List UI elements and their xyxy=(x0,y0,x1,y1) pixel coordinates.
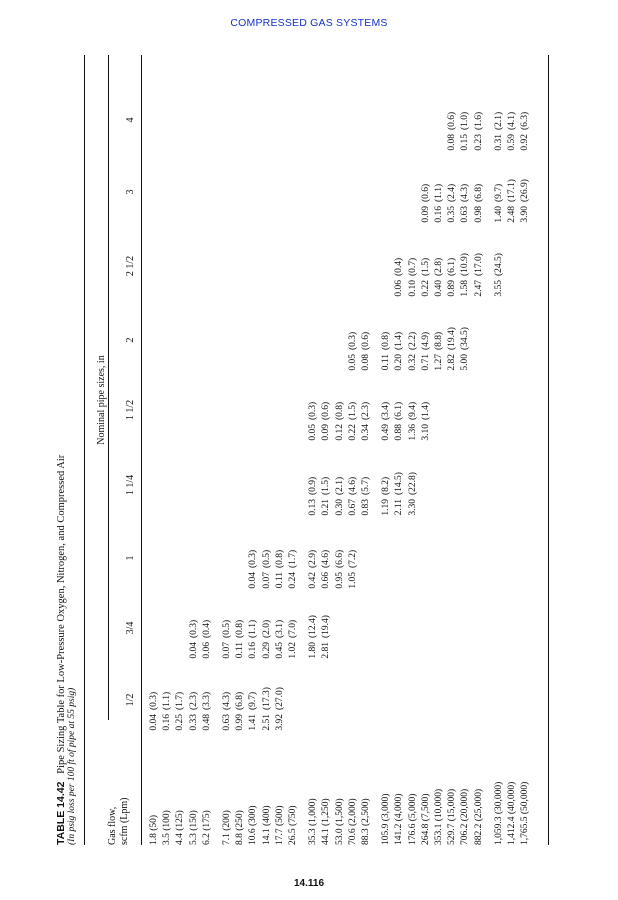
gas-flow-value: 882.2 (25,000) xyxy=(473,788,484,845)
pressure-loss-kpa: (4.9) xyxy=(420,331,431,350)
table-row xyxy=(202,55,213,845)
table-row xyxy=(175,55,186,845)
pressure-loss-psig: 0.24 xyxy=(288,572,298,589)
pressure-loss-kpa: (1.1) xyxy=(162,691,173,710)
column-header: 2 xyxy=(125,337,136,343)
pressure-loss-psig: 0.16 xyxy=(434,206,444,223)
nominal-pipe-sizes-header: Nominal pipe sizes, in xyxy=(96,355,107,445)
pressure-loss-psig: 1.36 xyxy=(407,424,418,441)
column-header: 1 1/2 xyxy=(125,399,136,421)
pressure-loss-kpa: (4.6) xyxy=(321,549,332,568)
gas-flow-value: 264.8 (7,500) xyxy=(420,793,431,845)
pressure-loss-kpa: (1.5) xyxy=(347,401,358,420)
pressure-loss-psig: 0.59 xyxy=(507,134,517,151)
pressure-loss-kpa: (6.3) xyxy=(520,111,531,130)
pressure-loss-psig: 1.40 xyxy=(493,206,504,223)
table-row xyxy=(288,55,299,845)
pressure-loss-psig: 0.11 xyxy=(274,572,285,589)
column-header: 1 1/4 xyxy=(125,474,136,496)
pressure-loss-psig: 2.81 xyxy=(321,642,332,659)
pressure-loss-kpa: (1.4) xyxy=(394,331,405,350)
header-bottom-rule xyxy=(141,55,142,845)
gas-flow-value: 53.0 (1,500) xyxy=(334,798,345,845)
pressure-loss-psig: 0.63 xyxy=(460,206,471,223)
table-row xyxy=(394,55,405,845)
gas-flow-value: 706.2 (20,000) xyxy=(460,788,471,845)
pressure-loss-kpa: (5.7) xyxy=(361,476,371,495)
pressure-loss-psig: 3.30 xyxy=(407,499,418,516)
pressure-loss-psig: 0.98 xyxy=(473,206,484,223)
pressure-loss-psig: 0.11 xyxy=(381,354,392,371)
pressure-loss-kpa: (19.4) xyxy=(447,327,458,350)
column-header: 3/4 xyxy=(125,621,136,635)
pressure-loss-kpa: (4.3) xyxy=(460,183,471,202)
pressure-loss-psig: 3.55 xyxy=(493,280,504,297)
pressure-loss-kpa: (19.4) xyxy=(321,615,332,638)
pressure-loss-psig: 0.23 xyxy=(473,134,484,151)
gas-flow-value: 176.6 (5,000) xyxy=(407,793,418,845)
pressure-loss-kpa: (9.7) xyxy=(493,183,504,202)
pressure-loss-psig: 3.92 xyxy=(274,714,285,731)
pressure-loss-psig: 0.40 xyxy=(434,280,444,297)
pressure-loss-kpa: (2.3) xyxy=(188,691,199,710)
gas-flow-value: 353.1 (10,000) xyxy=(434,788,444,845)
pressure-loss-kpa: (24.5) xyxy=(493,253,504,276)
pressure-loss-kpa: (8.8) xyxy=(434,331,444,350)
pressure-loss-kpa: (2.4) xyxy=(447,183,458,202)
gas-flow-value: 70.6 (2,000) xyxy=(347,798,358,845)
table-number: TABLE 14.42 xyxy=(55,781,67,845)
pressure-loss-psig: 0.33 xyxy=(188,714,199,731)
pressure-loss-psig: 0.09 xyxy=(321,424,332,441)
pressure-loss-kpa: (0.8) xyxy=(334,401,345,420)
column-header: 3 xyxy=(125,189,136,195)
pressure-loss-psig: 0.88 xyxy=(394,424,405,441)
gas-flow-value: 105.9 (3,000) xyxy=(381,793,392,845)
pressure-loss-kpa: (4.6) xyxy=(347,476,358,495)
table-row xyxy=(447,55,458,845)
pressure-loss-kpa: (1.7) xyxy=(175,691,186,710)
pressure-loss-kpa: (0.9) xyxy=(308,476,319,495)
gas-flow-value: 4.4 (125) xyxy=(175,810,186,845)
pressure-loss-kpa: (12.4) xyxy=(308,615,319,638)
gas-flow-value: 88.3 (2,500) xyxy=(361,798,371,845)
table-row xyxy=(507,55,518,845)
pressure-loss-psig: 0.06 xyxy=(394,280,405,297)
table-row xyxy=(162,55,173,845)
pressure-loss-psig: 0.08 xyxy=(447,134,458,151)
pressure-loss-psig: 0.34 xyxy=(361,424,371,441)
pressure-loss-kpa: (0.8) xyxy=(274,549,285,568)
gas-flow-value: 6.2 (175) xyxy=(201,810,212,845)
table-row xyxy=(474,55,485,845)
pressure-loss-kpa: (10.9) xyxy=(460,253,471,276)
pressure-loss-psig: 2.82 xyxy=(447,354,458,371)
pressure-loss-kpa: (1.5) xyxy=(420,257,431,276)
pressure-loss-psig: 0.49 xyxy=(381,424,392,441)
page-number: 14.116 xyxy=(293,878,325,889)
pressure-loss-psig: 2.51 xyxy=(261,714,272,731)
pressure-loss-kpa: (4.3) xyxy=(222,691,232,710)
pressure-loss-kpa: (2.3) xyxy=(361,401,371,420)
pressure-loss-kpa: (3.1) xyxy=(274,619,285,638)
pressure-loss-kpa: (4.1) xyxy=(507,111,517,130)
pressure-loss-psig: 0.16 xyxy=(162,714,173,731)
pressure-loss-kpa: (2.0) xyxy=(261,619,272,638)
gas-flow-value: 1.8 (50) xyxy=(149,814,159,845)
gas-flow-value: 7.1 (200) xyxy=(222,810,232,845)
gas-flow-value: 529.7 (15,000) xyxy=(447,788,458,845)
pressure-loss-psig: 0.67 xyxy=(347,499,358,516)
pressure-loss-psig: 0.04 xyxy=(248,572,259,589)
pressure-loss-psig: 0.11 xyxy=(235,642,246,659)
pressure-loss-psig: 0.15 xyxy=(460,134,471,151)
pressure-loss-psig: 1.58 xyxy=(460,280,471,297)
gas-flow-value: 1,412.4 (40,000) xyxy=(507,781,517,845)
pressure-loss-kpa: (0.6) xyxy=(361,331,371,350)
pressure-loss-psig: 0.63 xyxy=(222,714,232,731)
pressure-loss-psig: 0.05 xyxy=(308,424,319,441)
pressure-loss-psig: 1.19 xyxy=(381,499,392,516)
pressure-loss-kpa: (2.9) xyxy=(308,549,319,568)
pressure-loss-psig: 0.04 xyxy=(149,714,159,731)
pressure-loss-kpa: (0.3) xyxy=(248,549,259,568)
pressure-loss-kpa: (0.7) xyxy=(407,257,418,276)
pressure-loss-psig: 0.66 xyxy=(321,572,332,589)
pressure-loss-kpa: (17.1) xyxy=(507,179,517,202)
table-row xyxy=(434,55,445,845)
pressure-loss-kpa: (0.5) xyxy=(222,619,232,638)
gas-flow-value: 10.6 (300) xyxy=(248,805,259,845)
pressure-loss-psig: 2.48 xyxy=(507,206,517,223)
pressure-loss-psig: 0.05 xyxy=(347,354,358,371)
pressure-loss-kpa: (6.8) xyxy=(235,691,246,710)
pressure-loss-kpa: (0.3) xyxy=(347,331,358,350)
table-row xyxy=(321,55,332,845)
pressure-loss-kpa: (34.5) xyxy=(460,327,471,350)
pressure-loss-kpa: (0.4) xyxy=(201,619,212,638)
pressure-loss-kpa: (2.1) xyxy=(334,476,345,495)
pressure-loss-psig: 0.99 xyxy=(235,714,246,731)
pressure-loss-psig: 0.10 xyxy=(407,280,418,297)
pressure-loss-kpa: (3.4) xyxy=(381,401,392,420)
pressure-loss-kpa: (3.3) xyxy=(201,691,212,710)
pressure-loss-psig: 5.00 xyxy=(460,354,471,371)
pressure-loss-psig: 0.48 xyxy=(201,714,212,731)
gas-flow-value: 35.3 (1,000) xyxy=(308,798,319,845)
gas-flow-value: 141.2 (4,000) xyxy=(394,793,405,845)
pressure-loss-psig: 0.07 xyxy=(222,642,232,659)
table-row xyxy=(275,55,286,845)
pressure-loss-psig: 2.11 xyxy=(394,499,405,516)
table-row xyxy=(408,55,419,845)
pressure-loss-kpa: (1.0) xyxy=(460,111,471,130)
pressure-loss-psig: 1.27 xyxy=(434,354,444,371)
pressure-loss-psig: 0.16 xyxy=(248,642,259,659)
table-row xyxy=(262,55,273,845)
table-row xyxy=(381,55,392,845)
pressure-loss-psig: 0.32 xyxy=(407,354,418,371)
pressure-loss-kpa: (7.0) xyxy=(288,619,298,638)
pressure-loss-psig: 1.41 xyxy=(248,714,259,731)
pressure-loss-kpa: (1.6) xyxy=(473,111,484,130)
pressure-loss-kpa: (1.1) xyxy=(434,183,444,202)
column-header: 2 1/2 xyxy=(125,255,136,277)
pressure-loss-kpa: (2.1) xyxy=(493,111,504,130)
gas-flow-value: 8.8 (250) xyxy=(235,810,246,845)
pressure-loss-psig: 0.09 xyxy=(420,206,431,223)
gas-flow-value: 26.5 (750) xyxy=(288,805,298,845)
table-row xyxy=(348,55,359,845)
pressure-loss-psig: 0.45 xyxy=(274,642,285,659)
pressure-loss-kpa: (0.6) xyxy=(447,111,458,130)
pressure-loss-psig: 0.89 xyxy=(447,280,458,297)
table-row xyxy=(361,55,372,845)
pressure-loss-psig: 0.71 xyxy=(420,354,431,371)
table-title: Pipe Sizing Table for Low-Pressure Oxygen, Nitrogen, and Compressed Air xyxy=(56,454,67,774)
pressure-loss-kpa: (0.3) xyxy=(188,619,199,638)
pressure-loss-psig: 0.29 xyxy=(261,642,272,659)
pressure-loss-kpa: (0.8) xyxy=(381,331,392,350)
pressure-loss-psig: 0.25 xyxy=(175,714,186,731)
pressure-loss-kpa: (2.8) xyxy=(434,257,444,276)
pressure-loss-kpa: (1.5) xyxy=(321,476,332,495)
pressure-loss-psig: 0.13 xyxy=(308,499,319,516)
pressure-loss-kpa: (26.9) xyxy=(520,179,531,202)
pressure-loss-kpa: (27.0) xyxy=(274,687,285,710)
pressure-loss-psig: 0.04 xyxy=(188,642,199,659)
pressure-loss-kpa: (0.3) xyxy=(149,691,159,710)
pressure-loss-psig: 0.21 xyxy=(321,499,332,516)
table-subtitle: (In psig loss per 100 ft of pipe at 55 psig) xyxy=(67,687,77,845)
pressure-loss-kpa: (9.7) xyxy=(248,691,259,710)
pressure-loss-psig: 0.95 xyxy=(334,572,345,589)
pressure-loss-psig: 3.90 xyxy=(520,206,531,223)
table-row xyxy=(149,55,160,845)
pressure-loss-kpa: (17.3) xyxy=(261,687,272,710)
pressure-loss-psig: 2.47 xyxy=(473,280,484,297)
table-caption xyxy=(55,455,67,845)
table-row xyxy=(308,55,319,845)
pressure-loss-kpa: (6.1) xyxy=(394,401,405,420)
gas-flow-value: 44.1 (1,250) xyxy=(321,798,332,845)
pressure-loss-psig: 0.30 xyxy=(334,499,345,516)
pressure-loss-kpa: (8.2) xyxy=(381,476,392,495)
pressure-loss-kpa: (0.8) xyxy=(235,619,246,638)
pressure-loss-kpa: (1.4) xyxy=(420,401,431,420)
table-row xyxy=(421,55,432,845)
pressure-loss-psig: 0.06 xyxy=(201,642,212,659)
pressure-loss-kpa: (1.1) xyxy=(248,619,259,638)
pressure-loss-kpa: (0.4) xyxy=(394,257,405,276)
running-head: COMPRESSED GAS SYSTEMS xyxy=(230,17,388,29)
gas-flow-value: 14.1 (400) xyxy=(261,805,272,845)
pressure-loss-psig: 0.20 xyxy=(394,354,405,371)
table-row xyxy=(248,55,259,845)
pressure-loss-kpa: (6.1) xyxy=(447,257,458,276)
pressure-loss-psig: 0.92 xyxy=(520,134,531,151)
column-header: 1/2 xyxy=(125,693,136,707)
gas-flow-value: 1,059.3 (30,000) xyxy=(493,781,504,845)
pressure-loss-kpa: (6.6) xyxy=(334,549,345,568)
gas-flow-value: 3.5 (100) xyxy=(162,810,173,845)
gas-flow-value: 5.3 (150) xyxy=(188,810,199,845)
pressure-loss-kpa: (0.6) xyxy=(321,401,332,420)
pressure-loss-psig: 1.02 xyxy=(288,642,298,659)
pressure-loss-psig: 0.83 xyxy=(361,499,371,516)
table-row xyxy=(189,55,200,845)
table-row xyxy=(520,55,531,845)
pressure-loss-kpa: (0.6) xyxy=(420,183,431,202)
gas-flow-label: Gas flow, xyxy=(107,806,118,845)
pressure-loss-kpa: (7.2) xyxy=(347,549,358,568)
gas-flow-unit-label: scfm (Lpm) xyxy=(119,797,130,845)
pressure-loss-psig: 0.08 xyxy=(361,354,371,371)
pressure-loss-psig: 0.22 xyxy=(347,424,358,441)
column-header: 1 xyxy=(125,555,136,561)
pressure-loss-psig: 0.22 xyxy=(420,280,431,297)
table-row xyxy=(222,55,233,845)
pressure-loss-kpa: (0.5) xyxy=(261,549,272,568)
rotated-table xyxy=(55,55,605,845)
pressure-loss-kpa: (2.2) xyxy=(407,331,418,350)
table-row xyxy=(335,55,346,845)
gas-flow-header xyxy=(107,798,131,846)
pressure-loss-psig: 1.80 xyxy=(308,642,319,659)
pressure-loss-psig: 0.07 xyxy=(261,572,272,589)
pressure-loss-psig: 0.42 xyxy=(308,572,319,589)
pressure-loss-kpa: (22.8) xyxy=(407,472,418,495)
gas-flow-value: 17.7 (500) xyxy=(274,805,285,845)
top-rule xyxy=(84,55,85,845)
pressure-loss-kpa: (14.5) xyxy=(394,472,405,495)
pressure-loss-kpa: (6.8) xyxy=(473,183,484,202)
column-header: 4 xyxy=(125,117,136,123)
pressure-loss-kpa: (1.7) xyxy=(288,549,298,568)
pressure-loss-kpa: (9.4) xyxy=(407,401,418,420)
pressure-loss-kpa: (0.3) xyxy=(308,401,319,420)
gas-flow-value: 1,765.5 (50,000) xyxy=(520,781,531,845)
table-row xyxy=(235,55,246,845)
pressure-loss-psig: 0.35 xyxy=(447,206,458,223)
table-row xyxy=(494,55,505,845)
pressure-loss-psig: 1.05 xyxy=(347,572,358,589)
bottom-rule xyxy=(548,55,549,845)
pressure-loss-psig: 3.10 xyxy=(420,424,431,441)
pressure-loss-psig: 0.31 xyxy=(493,134,504,151)
table-row xyxy=(460,55,471,845)
span-header-rule xyxy=(108,55,109,720)
pressure-loss-psig: 0.12 xyxy=(334,424,345,441)
pressure-loss-kpa: (17.0) xyxy=(473,253,484,276)
